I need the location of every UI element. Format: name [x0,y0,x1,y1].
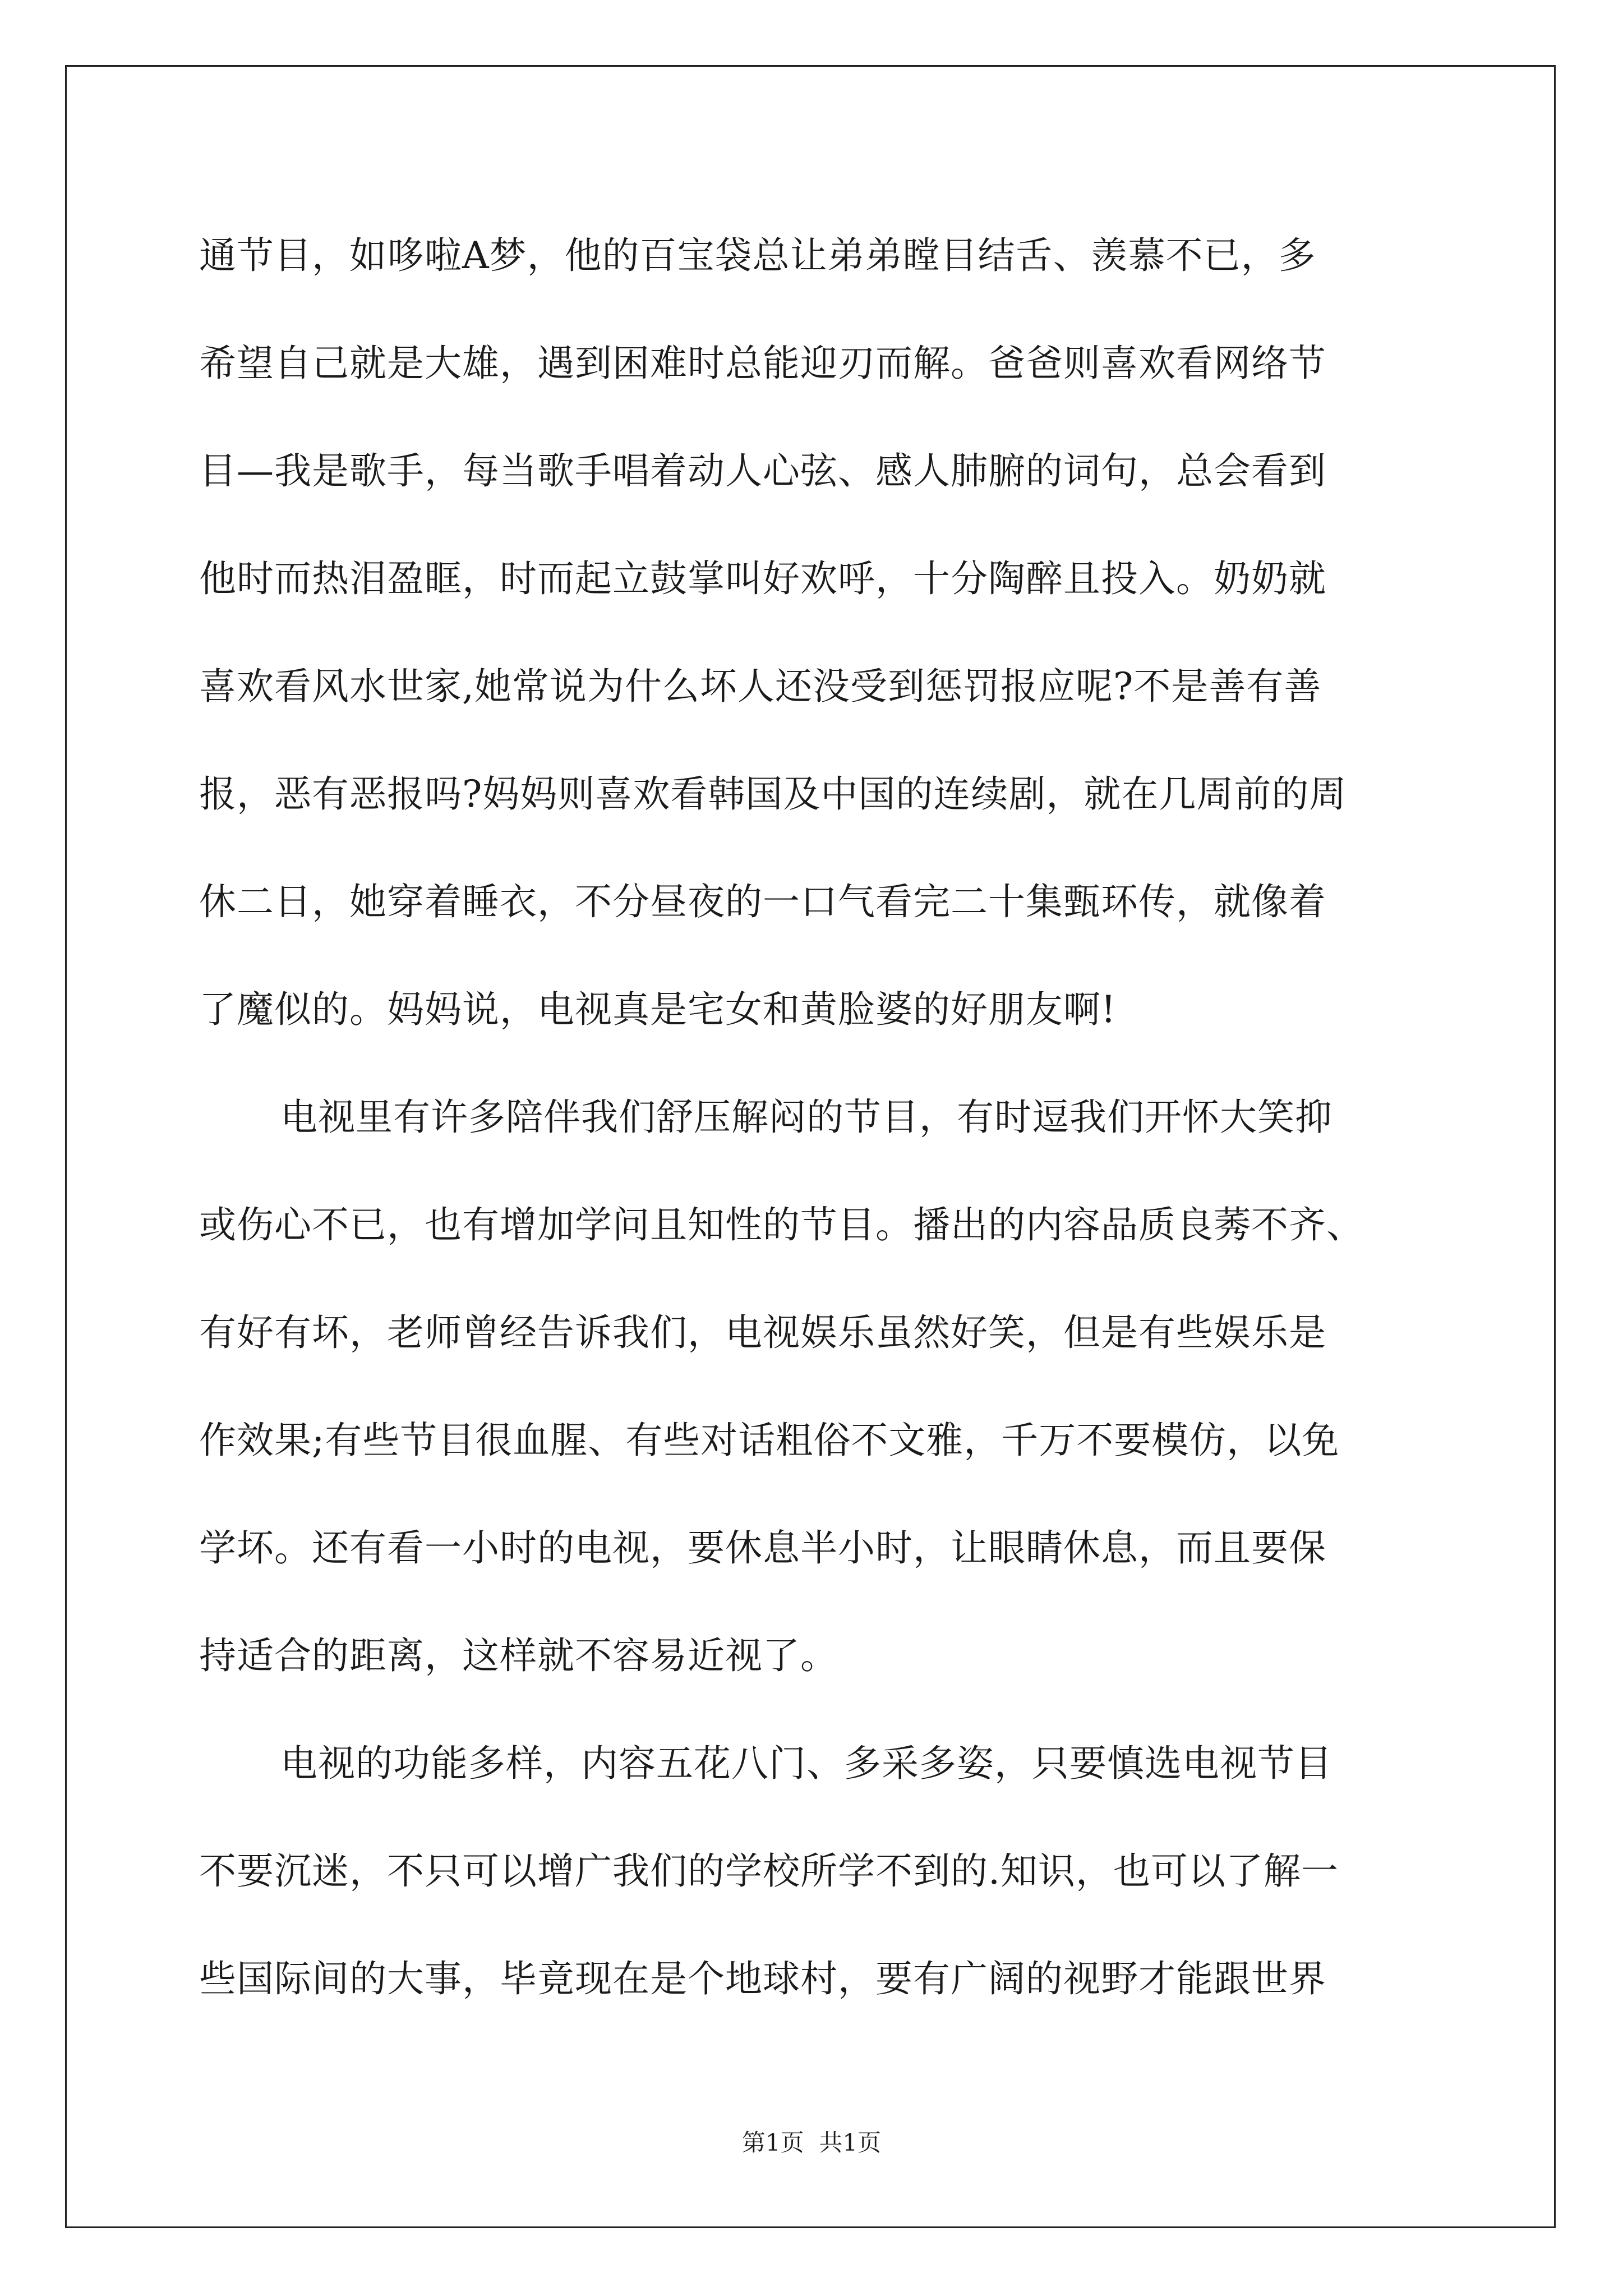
page-number: 第1页 共1页 [741,2129,882,2156]
text-line: 目—我是歌手，每当歌手唱着动人心弦、感人肺腑的词句，总会看到 [199,449,1326,493]
text-line: 学坏。还有看一小时的电视，要休息半小时，让眼睛休息，而且要保 [199,1526,1326,1570]
text-line: 或伤心不已，也有增加学问且知性的节目。播出的内容品质良莠不齐、 [199,1203,1364,1246]
document-body [199,202,1427,2033]
text-line: 通节目，如哆啦A梦，他的百宝袋总让弟弟瞠目结舌、羡慕不已，多 [199,234,1316,277]
text-line: 报，恶有恶报吗?妈妈则喜欢看韩国及中国的连续剧，就在几周前的周 [199,772,1347,816]
paragraph-start-line: 电视的功能多样，内容五花八门、多采多姿，只要慎选电视节目 [280,1742,1332,1785]
text-line: 希望自己就是大雄，遇到困难时总能迎刃而解。爸爸则喜欢看网络节 [199,342,1326,385]
text-line: 持适合的距离，这样就不容易近视了。 [199,1634,838,1677]
paragraph-start-line: 电视里有许多陪伴我们舒压解闷的节目，有时逗我们开怀大笑抑 [280,1096,1332,1139]
text-line: 不要沉迷，不只可以增广我们的学校所学不到的.知识，也可以了解一 [199,1849,1339,1893]
text-line: 休二日，她穿着睡衣，不分昼夜的一口气看完二十集甄环传，就像着 [199,880,1326,923]
text-line: 他时而热泪盈眶，时而起立鼓掌叫好欢呼，十分陶醉且投入。奶奶就 [199,557,1326,600]
text-line: 喜欢看风水世家,她常说为什么坏人还没受到惩罚报应呢?不是善有善 [199,665,1322,708]
text-line: 作效果;有些节目很血腥、有些对话粗俗不文雅，千万不要模仿，以免 [199,1419,1340,1462]
text-line: 了魔似的。妈妈说，电视真是宅女和黄脸婆的好朋友啊! [199,988,1117,1031]
text-line: 些国际间的大事，毕竟现在是个地球村，要有广阔的视野才能跟世界 [199,1957,1326,2000]
text-line: 有好有坏，老师曾经告诉我们，电视娱乐虽然好笑，但是有些娱乐是 [199,1311,1326,1354]
